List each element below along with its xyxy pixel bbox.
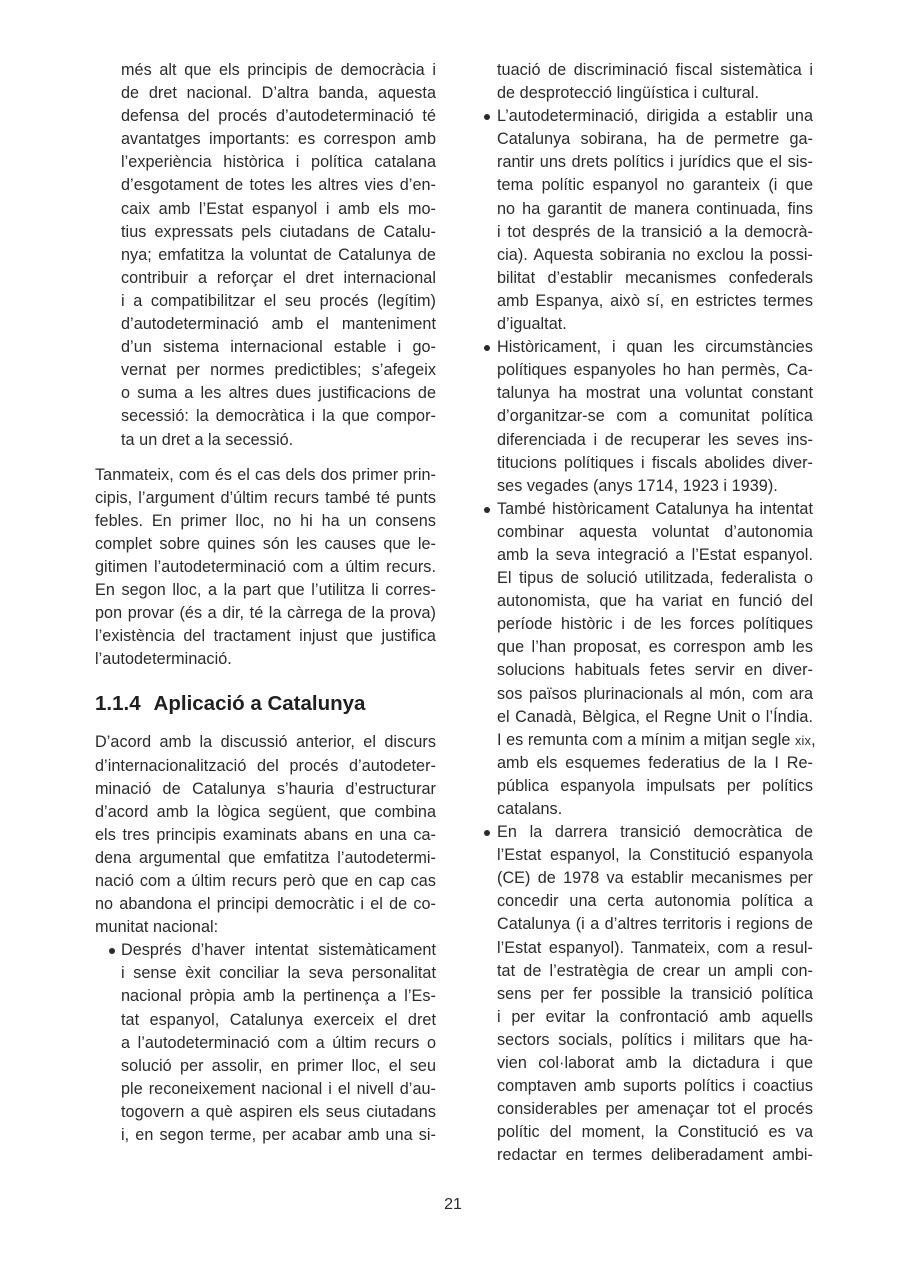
text-line: nació com a últim recurs però que en cap cas — [95, 872, 436, 890]
text-line: que l’han proposat, es correspon amb les — [497, 638, 813, 657]
text-line: d’igualtat. — [497, 315, 567, 334]
text-line — [483, 821, 813, 844]
bullet-item-4 — [483, 498, 816, 821]
text-line: el Canadà, Bèlgica, el Regne Unit o l’Índia. — [497, 707, 813, 726]
text-line: complet sobre quines són les causes que le- — [95, 534, 436, 553]
text-line: Catalunya (i a d’altres territoris i regions de — [497, 915, 813, 934]
text-line: de dret nacional. D’altra banda, aquesta — [121, 84, 436, 103]
text-line: polític del moment, la Constitució es va — [497, 1123, 813, 1142]
text-line: d’esgotament de totes les altres vies d’en- — [121, 176, 436, 195]
text-line: d’autodeterminació amb el manteniment — [121, 315, 436, 334]
bullet-icon — [484, 830, 490, 836]
text-line: D’acord amb la discussió anterior, el discurs — [95, 733, 436, 752]
text-line: i sense èxit conciliar la seva personalitat — [121, 964, 436, 983]
bullet-item-3 — [483, 336, 813, 498]
text-line: comptaven amb suports polítics i coactius — [497, 1077, 813, 1096]
text-line: d’acord amb la lògica següent, que combina — [95, 802, 436, 821]
text-line: vien col·laborat amb la dictadura i que — [497, 1054, 813, 1073]
text-line: tat espanyol, Catalunya exerceix el dret — [121, 1010, 436, 1029]
text-line: i, en segon terme, per acabar amb una si- — [121, 1126, 436, 1145]
text-line: contribuir a reforçar el dret internacional — [121, 268, 436, 287]
text-line: tat de l’estratègia de crear un ampli con- — [497, 961, 813, 980]
section-number: 1.1.4 — [95, 692, 141, 716]
text-line: (CE) de 1978 va establir mecanismes per — [497, 869, 813, 888]
text-line: solucions habituals fetes servir en diver- — [497, 661, 813, 680]
text-line: de desprotecció lingüística i cultural. — [497, 84, 759, 103]
text-line: Tanmateix, com és el cas dels dos primer prin- — [95, 465, 436, 484]
text-line: i a compatibilitzar el seu procés (legítim) — [121, 291, 436, 310]
bullet-text: L’autodeterminació, dirigida a establir una — [497, 107, 813, 126]
text-line: titucions polítiques i fiscals abolides diver- — [497, 453, 813, 472]
text-line: gitimen l’autodeterminació com a últim recurs. — [95, 557, 436, 576]
text-line: l’Estat espanyol). Tanmateix, com a resul- — [497, 938, 813, 957]
text-line: ta un dret a la secessió. — [121, 430, 294, 449]
bullet-item-5 — [483, 821, 813, 1167]
text-line: pública espanyola impulsats per polítics — [497, 776, 813, 795]
section-title: Aplicació a Catalunya — [153, 692, 366, 716]
left-column — [95, 59, 436, 1147]
bullet-icon — [484, 114, 490, 120]
text-line: solució per assolir, en primer lloc, el seu — [121, 1056, 436, 1075]
text-line: polítiques espanyoles ho han permès, Ca- — [497, 361, 813, 380]
text-line: minació de Catalunya s’hauria d’estructurar — [95, 779, 436, 798]
text-line — [95, 939, 436, 962]
text-line: cipis, l’argument d’últim recurs també té punts — [95, 488, 436, 507]
text-line: pon provar (és a dir, té la càrrega de la prova) — [95, 604, 436, 623]
text-line: a l’autodeterminació com a últim recurs o — [121, 1033, 436, 1052]
text-line: sos països plurinacionals al món, com ara — [497, 684, 813, 703]
text-line: cia). Aquesta sobirania no exclou la possi- — [497, 245, 813, 264]
paragraph-gap — [95, 452, 436, 464]
text-line: i tot després de la transició a la democrà- — [497, 222, 813, 241]
text-line: d’internacionalització del procés d’autodeter- — [95, 756, 436, 775]
text-line: els tres principis examinats abans en una ca- — [95, 825, 436, 844]
text-line: bilitat d’establir mecanismes confederals — [497, 268, 813, 287]
text-line: dena argumental que emfatitza l’autodetermi- — [95, 848, 436, 867]
paragraph-weak-points — [95, 464, 436, 672]
text-line: El tipus de solució utilitzada, federalista o — [497, 569, 813, 588]
text-line: tius expressats pels ciutadans de Catalu- — [121, 222, 436, 241]
bullet-icon — [484, 507, 490, 513]
text-line: amb Espanya, això sí, en estrictes termes — [497, 291, 813, 310]
text-line: munitat nacional: — [95, 918, 219, 937]
text-line: febles. En primer lloc, no hi ha un consens — [95, 511, 436, 530]
bullet-text: En la darrera transició democràtica de — [497, 823, 813, 842]
century-smallcaps: xix — [794, 733, 812, 748]
text-line: avantatges importants: es correspon amb — [121, 130, 436, 149]
page-number: 21 — [444, 1196, 462, 1213]
text-line: no abandona el principi democràtic i el de co- — [95, 895, 436, 914]
text-line: togovern a què aspiren els seus ciutadans — [121, 1102, 436, 1121]
text-line: defensa del procés d’autodeterminació té — [121, 107, 436, 126]
text-line: secessió: la democràtica i la que compor- — [121, 407, 436, 426]
text-line: concedir una certa autonomia política a — [497, 892, 813, 911]
text-line: rantir uns drets polítics i jurídics que el sis- — [497, 153, 813, 172]
text-line: tema polític espanyol no garanteix (i que — [497, 176, 813, 195]
bullet-item-1-continued — [483, 59, 813, 105]
text-line: amb els esquemes federatius de la I Re- — [497, 753, 813, 772]
text-line: l’experiència històrica i política catalana — [121, 153, 436, 172]
bullet-text: Històricament, i quan les circumstàncies — [497, 338, 813, 357]
text-line: considerables per amenaçar tot el procés — [497, 1100, 813, 1119]
text-line: nya; emfatitza la voluntat de Catalunya de — [121, 245, 436, 264]
right-column — [483, 59, 816, 1168]
text-line: catalans. — [497, 800, 563, 818]
text-line: d’un sistema internacional estable i go- — [121, 338, 436, 357]
text-line: ple reconeixement nacional i el nivell d’au- — [121, 1079, 436, 1098]
continued-bullet-text — [95, 59, 436, 452]
section-heading — [95, 691, 436, 717]
bullet-text: Després d’haver intentat sistemàticament — [121, 941, 436, 960]
text-line: nacional pròpia amb la pertinença a l’Es- — [121, 987, 436, 1006]
text-line: En segon lloc, a la part que l’utilitza li corres- — [95, 581, 436, 600]
text-line: o suma a les altres dues justificacions de — [121, 384, 436, 403]
bullet-icon — [109, 948, 115, 954]
bullet-item-2 — [483, 105, 813, 336]
bullet-item-1 — [95, 939, 436, 1147]
text-line: no ha garantit de manera continuada, fins — [497, 199, 813, 218]
bullet-text: També històricament Catalunya ha intentat — [497, 499, 813, 518]
text-line: d’organitzar-se com a comunitat política — [497, 407, 813, 426]
text-line: autonomista, que ha variat en funció del — [497, 592, 813, 611]
bullet-icon — [484, 345, 490, 351]
text-line: període històric i de les forces polítiques — [497, 615, 813, 634]
text-line: l’Estat espanyol, la Constitució espanyola — [497, 846, 813, 865]
text-line: sens per fer possible la transició política — [497, 984, 813, 1003]
text-fragment: , — [811, 730, 816, 749]
text-line: Catalunya sobirana, ha de permetre ga- — [497, 130, 813, 149]
text-line — [483, 498, 813, 521]
text-line: tuació de discriminació fiscal sistemàtica i — [497, 61, 813, 79]
text-line: diferenciada i de recuperar les seves ins- — [497, 430, 813, 449]
text-line: sectors socials, polítics i militars que ha- — [497, 1030, 813, 1049]
text-line: l’autodeterminació. — [95, 650, 232, 669]
text-line: i per evitar la confrontació amb aquells — [497, 1007, 813, 1026]
text-line: talunya ha mostrat una voluntat constant — [497, 384, 813, 403]
text-line: més alt que els principis de democràcia i — [121, 61, 436, 79]
text-line: redactar en termes deliberadament ambi- — [497, 1146, 813, 1165]
text-line: ses vegades (anys 1714, 1923 i 1939). — [497, 476, 778, 495]
text-line — [483, 336, 813, 359]
text-fragment: I es remunta com a mínim a mitjan segle — [497, 730, 795, 749]
text-line: combinar aquesta voluntat d’autonomia — [497, 522, 813, 541]
text-line: l’existència del tractament injust que justifica — [95, 627, 436, 646]
text-line: caix amb l’Estat espanyol i amb els mo- — [121, 199, 436, 218]
paragraph-intro — [95, 731, 436, 939]
text-line — [483, 729, 816, 752]
text-line: amb la seva integració a l’Estat espanyol. — [497, 545, 813, 564]
text-line: vernat per normes predictibles; s’afegeix — [121, 361, 436, 380]
text-line — [483, 105, 813, 128]
